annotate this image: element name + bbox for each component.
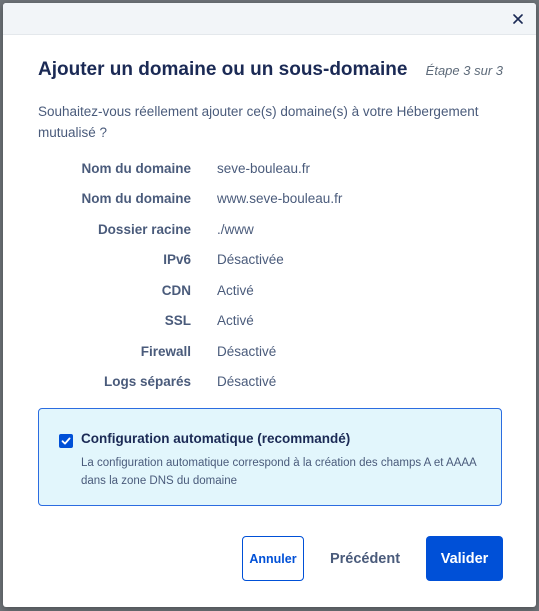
auto-config-title[interactable]: Configuration automatique (recommandé) <box>81 431 351 446</box>
summary-row-root-folder <box>38 214 498 245</box>
summary-label: SSL <box>164 313 191 329</box>
summary-label: IPv6 <box>163 252 191 268</box>
close-icon <box>513 14 523 24</box>
summary-row-domain-www <box>38 184 498 215</box>
modal-header-bar <box>3 3 536 35</box>
summary-value: Activé <box>217 282 254 298</box>
close-button[interactable] <box>508 9 528 29</box>
summary-value: ./www <box>217 221 254 237</box>
auto-config-checkbox[interactable] <box>59 434 73 448</box>
summary-row-domain <box>38 153 498 184</box>
summary-value: www.seve-bouleau.fr <box>217 191 343 207</box>
summary-value: Désactivée <box>217 252 284 268</box>
summary-value: Désactivé <box>217 374 277 390</box>
modal-title: Ajouter un domaine ou un sous-domaine <box>38 59 408 80</box>
summary-label: Nom du domaine <box>81 160 191 176</box>
summary-row-ssl <box>38 306 498 337</box>
summary-label: Dossier racine <box>97 221 191 237</box>
cancel-button[interactable]: Annuler <box>242 536 304 581</box>
auto-config-panel <box>38 408 502 506</box>
summary-value: seve-bouleau.fr <box>217 160 311 176</box>
add-domain-modal <box>3 3 536 607</box>
summary-row-ipv6 <box>38 245 498 276</box>
step-indicator: Étape 3 sur 3 <box>425 63 503 78</box>
domain-summary <box>38 153 498 397</box>
auto-config-description: La configuration automatique correspond à la création des champs A et AAAA dans la zone DNS du domaine <box>81 457 477 487</box>
previous-button[interactable]: Précédent <box>329 550 401 567</box>
summary-row-firewall <box>38 336 498 367</box>
summary-row-separate-logs <box>38 367 498 398</box>
summary-label: CDN <box>161 282 191 298</box>
summary-value: Désactivé <box>217 343 277 359</box>
checkmark-icon <box>61 436 71 446</box>
summary-label: Firewall <box>140 343 191 359</box>
confirmation-question: Souhaitez-vous réellement ajouter ce(s) domaine(s) à votre Hébergement mutualisé ? <box>38 104 479 140</box>
validate-button[interactable]: Valider <box>426 536 503 581</box>
summary-row-cdn <box>38 275 498 306</box>
summary-value: Activé <box>217 313 254 329</box>
summary-label: Logs séparés <box>103 374 191 390</box>
summary-label: Nom du domaine <box>81 191 191 207</box>
